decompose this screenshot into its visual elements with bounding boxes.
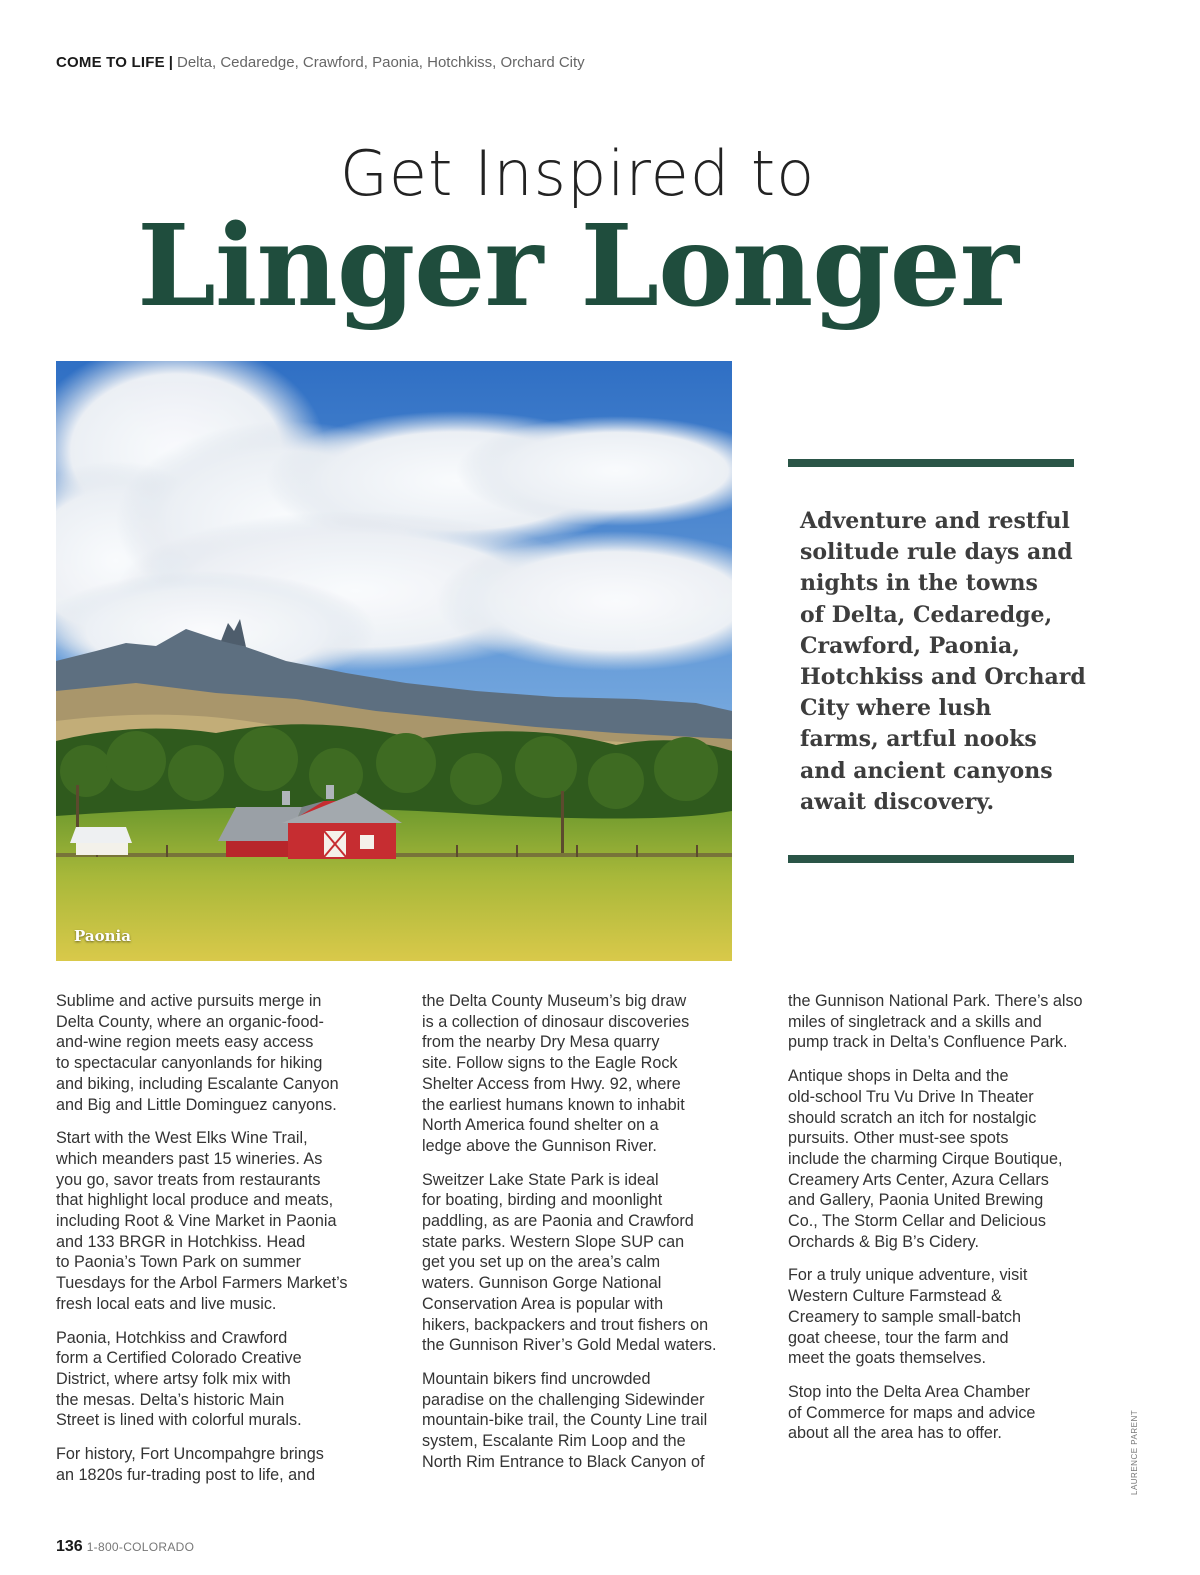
body-line: system, Escalante Rim Loop and the (422, 1432, 686, 1451)
body-line: Orchards & Big B’s Cidery. (788, 1232, 980, 1251)
body-line: and 133 BRGR in Hotchkiss. Head (56, 1232, 306, 1251)
body-line: mountain-bike trail, the County Line trail (422, 1411, 708, 1430)
body-line: Sublime and active pursuits merge in (56, 992, 322, 1010)
pullquote (800, 506, 1086, 818)
body-line: an 1820s fur-trading post to life, and (56, 1465, 316, 1484)
body-column-2 (422, 991, 742, 1485)
body-line: Co., The Storm Cellar and Delicious (788, 1212, 1046, 1231)
body-line: form a Certified Colorado Creative (56, 1349, 302, 1368)
body-line: should scratch an itch for nostalgic (788, 1108, 1037, 1127)
body-line: Shelter Access from Hwy. 92, where (422, 1074, 681, 1093)
hero-photo (56, 361, 732, 961)
body-paragraph (56, 1128, 376, 1314)
body-line: for boating, birding and moonlight (422, 1191, 663, 1210)
body-paragraph (788, 1265, 1108, 1369)
body-paragraph (422, 1170, 742, 1356)
body-paragraph (788, 1066, 1108, 1252)
body-paragraph (56, 1444, 376, 1485)
pullquote-line: Hotchkiss and Orchard (800, 664, 1086, 691)
body-line: Sweitzer Lake State Park is ideal (422, 1170, 659, 1189)
body-line: and Gallery, Paonia United Brewing (788, 1191, 1044, 1210)
photo-credit-text: LAURENCE PARENT (1130, 1409, 1139, 1495)
body-line: ledge above the Gunnison River. (422, 1136, 657, 1155)
body-line: old-school Tru Vu Drive In Theater (788, 1087, 1034, 1106)
pullquote-line: solitude rule days and (800, 539, 1073, 566)
body-line: Delta County, where an organic-food- (56, 1012, 324, 1031)
body-line: Western Culture Farmstead & (788, 1287, 1002, 1306)
body-line: which meanders past 15 wineries. As (56, 1149, 323, 1168)
pullquote-line: farms, artful nooks (800, 726, 1037, 753)
pullquote-line: City where lush (800, 695, 992, 722)
body-line: state parks. Western Slope SUP can (422, 1232, 685, 1251)
body-line: waters. Gunnison Gorge National (422, 1274, 662, 1293)
body-paragraph (788, 1382, 1108, 1444)
body-line: Conservation Area is popular with (422, 1294, 664, 1313)
body-line: to spectacular canyonlands for hiking (56, 1054, 323, 1073)
body-paragraph (56, 1328, 376, 1432)
body-line: For a truly unique adventure, visit (788, 1266, 1028, 1285)
body-line: District, where artsy folk mix with (56, 1369, 291, 1388)
body-line: North America found shelter on a (422, 1116, 659, 1135)
body-line: fresh local eats and live music. (56, 1294, 277, 1313)
body-line: Street is lined with colorful murals. (56, 1411, 302, 1430)
section-label: COME TO LIFE (56, 54, 165, 71)
pullquote-rule-bottom (788, 855, 1074, 863)
body-line: include the charming Cirque Boutique, (788, 1149, 1063, 1168)
body-line: the Gunnison River’s Gold Medal waters. (422, 1336, 717, 1355)
pullquote-line: Adventure and restful (800, 508, 1070, 534)
body-line: to Paonia’s Town Park on summer (56, 1253, 302, 1272)
body-column-1 (56, 991, 376, 1498)
body-line: Mountain bikers find uncrowded (422, 1369, 651, 1388)
body-line: the Gunnison National Park. There’s also (788, 992, 1083, 1010)
page-number: 136 (56, 1538, 83, 1555)
body-line: meet the goats themselves. (788, 1349, 986, 1368)
body-paragraph (56, 991, 376, 1115)
body-line: North Rim Entrance to Black Canyon of (422, 1452, 705, 1471)
body-line: Tuesdays for the Arbol Farmers Market’s (56, 1274, 348, 1293)
body-line: paradise on the challenging Sidewinder (422, 1390, 705, 1409)
body-line: from the nearby Dry Mesa quarry (422, 1033, 660, 1052)
body-line: and Big and Little Dominguez canyons. (56, 1095, 337, 1114)
headline: Linger Longer (137, 201, 1018, 332)
pullquote-rule-top (788, 459, 1074, 467)
body-line: is a collection of dinosaur discoveries (422, 1012, 690, 1031)
section-header (56, 53, 585, 73)
page-footer (56, 1537, 194, 1557)
header-towns: Delta, Cedaredge, Crawford, Paonia, Hotchkiss, Orchard City (177, 54, 585, 71)
body-paragraph (788, 991, 1108, 1053)
body-line: Antique shops in Delta and the (788, 1067, 1009, 1086)
body-line: and-wine region meets easy access (56, 1033, 314, 1052)
header-separator: | (168, 54, 173, 71)
photo-credit (1118, 1405, 1139, 1495)
pullquote-line: and ancient canyons (800, 757, 1053, 784)
body-paragraph (422, 991, 742, 1157)
body-line: For history, Fort Uncompahgre brings (56, 1445, 324, 1464)
publication-name: 1-800-COLORADO (86, 1540, 195, 1554)
body-line: that highlight local produce and meats, (56, 1191, 334, 1210)
body-line: miles of singletrack and a skills and (788, 1012, 1042, 1031)
pullquote-line: nights in the towns (800, 570, 1038, 597)
body-line: get you set up on the area’s calm (422, 1253, 661, 1272)
body-line: goat cheese, tour the farm and (788, 1328, 1009, 1347)
body-line: Stop into the Delta Area Chamber (788, 1382, 1031, 1401)
body-line: paddling, as are Paonia and Crawford (422, 1212, 694, 1231)
body-line: the Delta County Museum’s big draw (422, 992, 687, 1010)
body-line: and biking, including Escalante Canyon (56, 1074, 339, 1093)
headline-kicker: Get Inspired to (339, 137, 816, 210)
body-line: the mesas. Delta’s historic Main (56, 1390, 285, 1409)
body-line: you go, savor treats from restaurants (56, 1170, 321, 1189)
body-line: Creamery to sample small-batch (788, 1307, 1021, 1326)
pullquote-line: Crawford, Paonia, (800, 632, 1020, 659)
body-line: the earliest humans known to inhabit (422, 1095, 685, 1114)
paonia-farm-illustration (56, 361, 732, 961)
body-column-3 (788, 991, 1108, 1457)
body-line: Creamery Arts Center, Azura Cellars (788, 1170, 1049, 1189)
photo-caption: Paonia (74, 927, 131, 945)
body-line: including Root & Vine Market in Paonia (56, 1212, 337, 1231)
pullquote-line: await discovery. (800, 788, 995, 815)
body-line: Paonia, Hotchkiss and Crawford (56, 1328, 288, 1347)
body-paragraph (422, 1369, 742, 1473)
body-line: pump track in Delta’s Confluence Park. (788, 1033, 1068, 1052)
body-line: Start with the West Elks Wine Trail, (56, 1129, 308, 1148)
pullquote-line: of Delta, Cedaredge, (800, 601, 1053, 628)
body-line: about all the area has to offer. (788, 1424, 1002, 1443)
body-line: of Commerce for maps and advice (788, 1403, 1036, 1422)
body-line: site. Follow signs to the Eagle Rock (422, 1054, 678, 1073)
body-line: hikers, backpackers and trout fishers on (422, 1315, 709, 1334)
body-line: pursuits. Other must-see spots (788, 1129, 1009, 1148)
